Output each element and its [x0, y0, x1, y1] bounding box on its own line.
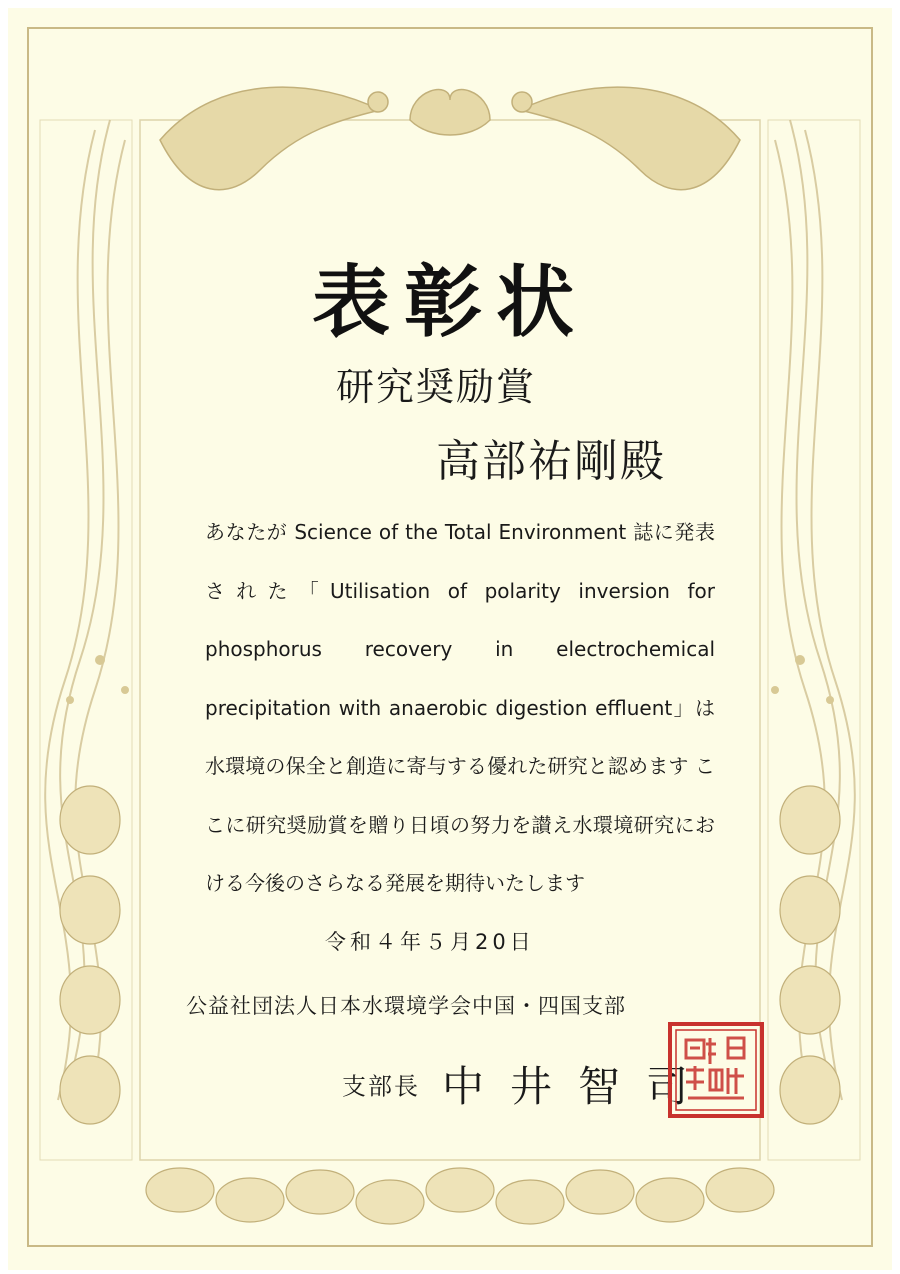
signatory [342, 1054, 714, 1114]
award-date: 令和４年５月20日 [325, 930, 535, 954]
official-seal-icon [666, 1020, 766, 1120]
signatory-title: 支部長 [342, 1072, 420, 1101]
certificate-title: 表彰状 [311, 257, 588, 348]
signatory-name: 中井智司 [442, 1062, 715, 1111]
issuing-organization: 公益社団法人日本水環境学会中国・四国支部 [186, 994, 626, 1018]
award-name: 研究奨励賞 [336, 365, 537, 409]
recipient-name: 高部祐剛殿 [436, 436, 666, 487]
citation-text: あなたが Science of the Total Environment 誌に発表された「Utilisation of polarity inversion for phosphorus recovery in electrochemical precipitation with anaerobic digestion effluent」は水環境の保全と創造に寄与する優れた研究と認めます ここに研究奨励賞を贈り日頃の努力を讃え水環境研究における今後のさらなる発展を期待いたします [205, 520, 715, 895]
